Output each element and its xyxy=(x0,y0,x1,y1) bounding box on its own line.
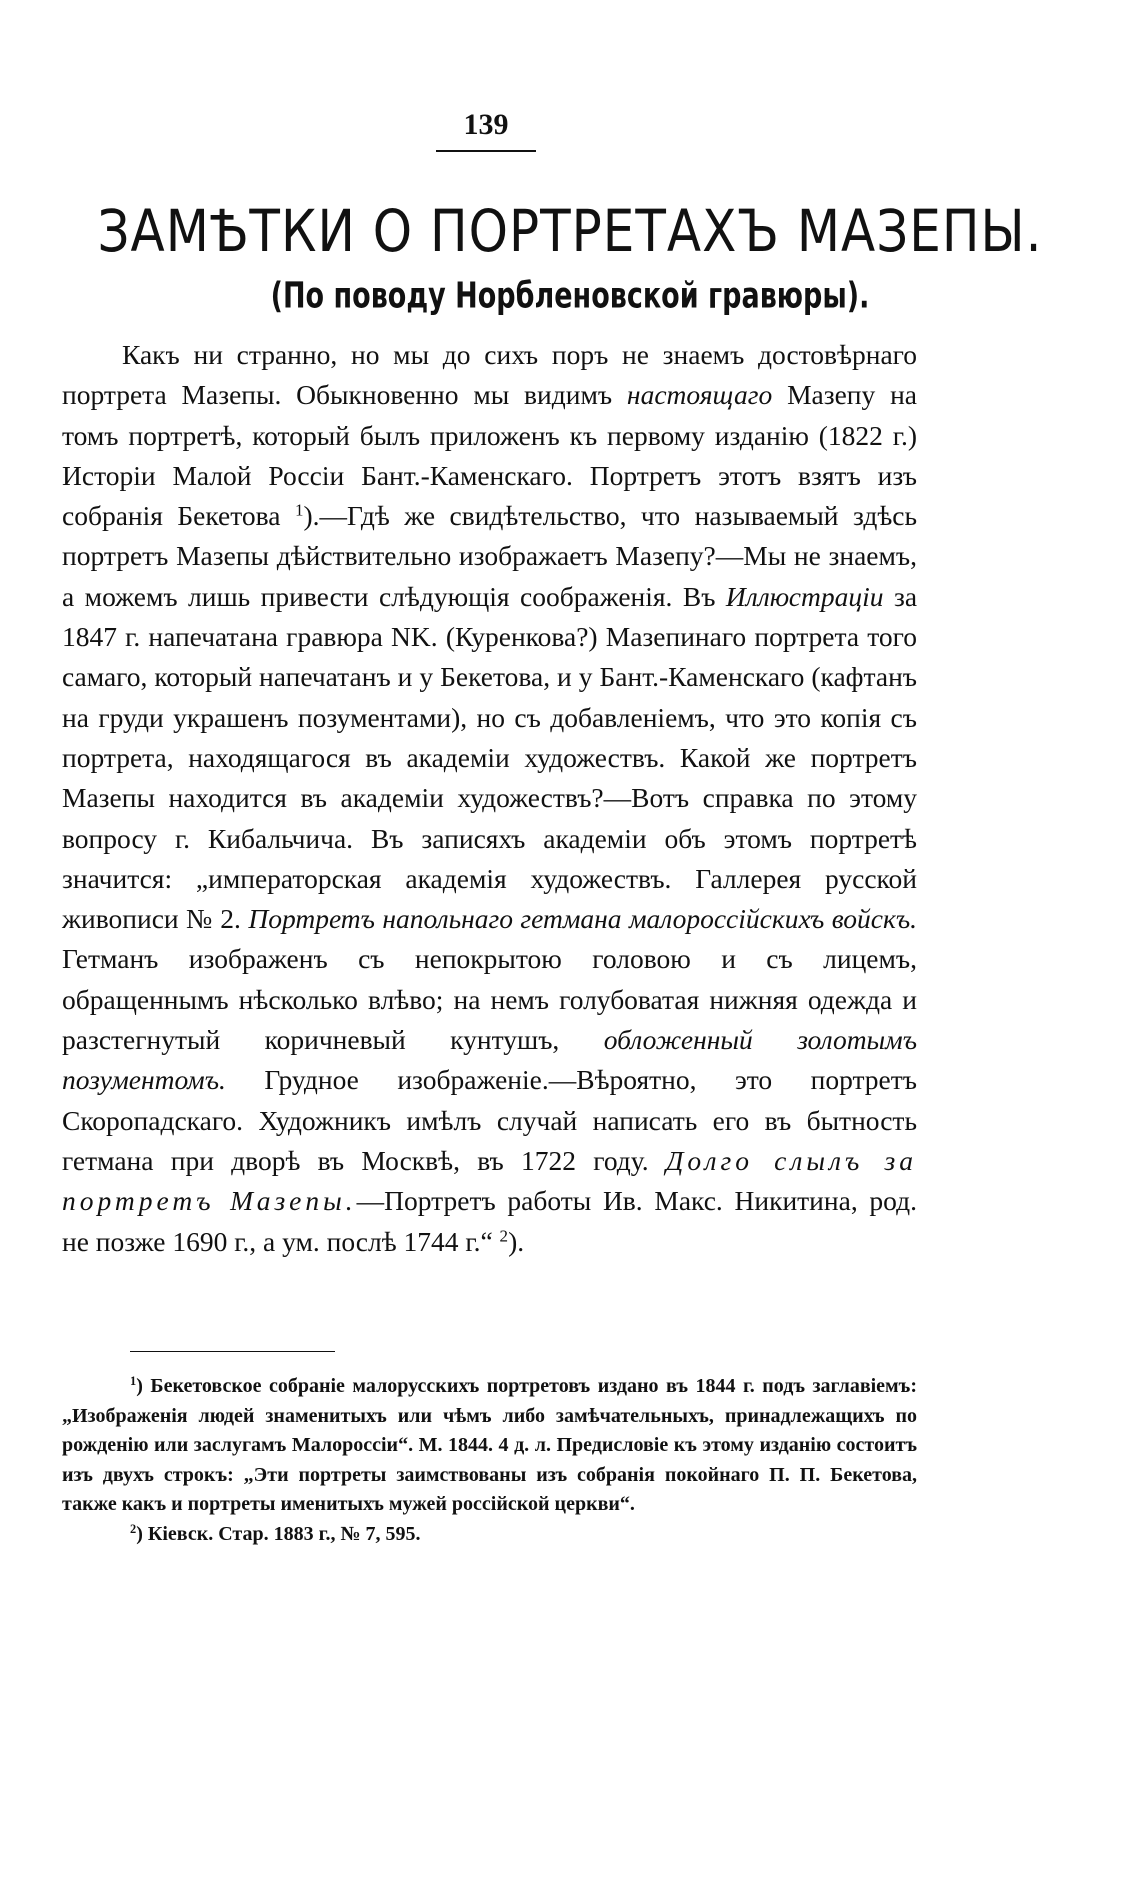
italic-run: обложенный золотымъ позументомъ. xyxy=(62,1024,918,1096)
italic-run: Иллюстраціи xyxy=(725,580,884,612)
text-run: Грудное изображеніе.—Вѣроятно, это портретъ Скоропадскаго. Художникъ имѣлъ случай написать его въ бытность гетмана при дворѣ въ Москвѣ, въ 1722 году. xyxy=(62,1064,917,1176)
italic-run: Портретъ напольнаго гетмана малороссійскихъ войскъ. xyxy=(248,903,917,935)
text-run: ).—Гдѣ же свидѣтельство, что называемый здѣсь портретъ Мазепы дѣйствительно изображаетъ Мазепу?—Мы не знаемъ, а можемъ лишь привести слѣдующія соображенія. Въ xyxy=(62,500,918,612)
text-run: Мазепу на томъ портретѣ, который былъ приложенъ къ первому изданію (1822 г.) Исторіи Малой Россіи Бант.-Каменскаго. Портретъ этотъ взятъ изъ собранія Бекетова xyxy=(62,379,917,532)
footnotes xyxy=(62,1372,917,1549)
page-number: 139 xyxy=(463,108,509,141)
footnote-ref-2[interactable]: 2 xyxy=(499,1226,509,1246)
article-subtitle: (По поводу Норбленовской гравюры). xyxy=(270,275,870,317)
text-run: Какъ ни странно, но мы до сихъ поръ не знаемъ достовѣрнаго портрета Мазепы. Обыкновенно мы видимъ xyxy=(62,339,917,411)
text-run: —Портретъ работы Ив. Макс. Никитина, род. не позже 1690 г., а ум. послѣ 1744 г.“ xyxy=(62,1185,917,1257)
article-body xyxy=(62,335,917,1262)
footnote-separator xyxy=(130,1351,335,1352)
footnote-ref-1[interactable]: 1 xyxy=(294,500,304,520)
text-run: Гетманъ изображенъ съ непокрытою головою и съ лицемъ, обращеннымъ нѣсколько влѣво; на немъ голубоватая нижняя одежда и разстегнутый коричневый кунтушъ, xyxy=(62,943,917,1056)
footnote-text: ) Кіевск. Стар. 1883 г., № 7, 595. xyxy=(136,1522,421,1545)
page-number-underline xyxy=(436,150,536,152)
footnote-marker: 2 xyxy=(130,1521,137,1536)
footnote-2 xyxy=(62,1520,917,1550)
footnote-marker: 1 xyxy=(130,1374,137,1389)
footnote-text: ) Бекетовское собраніе малорусскихъ портретовъ издано въ 1844 г. подъ заглавіемъ: „Изображенія людей знаменитыхъ или чѣмъ либо замѣчательныхъ, принадлежащихъ по рожденію или заслугамъ Малороссіи“. М. 1844. 4 д. л. Предисловіе къ этому изданію состоитъ изъ двухъ строкъ: „Эти портреты заимствованы изъ собранія покойнаго П. П. Бекетова, также какъ и портреты именитыхъ мужей россійской церкви“. xyxy=(62,1375,917,1515)
spaced-italic-run: Долго слылъ за портретъ Мазепы. xyxy=(62,1144,917,1217)
italic-run: настоящаго xyxy=(626,379,773,411)
text-run: ). xyxy=(508,1225,525,1257)
text-run: за 1847 г. напечатана гравюра NK. (Куренкова?) Мазепинаго портрета того самаго, который напечатанъ и у Бекетова, и у Бант.-Каменскаго (кафтанъ на груди украшенъ позументами), но съ добавленіемъ, что это копія съ портрета, находящагося въ академіи художествъ. Какой же портретъ Мазепы находится въ академіи художествъ?—Вотъ справка по этому вопросу г. Кибальчича. Въ записяхъ академіи объ этомъ портретѣ значится: „императорская академія художествъ. Галлерея русской живописи № 2. xyxy=(62,580,918,935)
footnote-1 xyxy=(62,1372,917,1520)
article-title: ЗАМѢТКИ О ПОРТРЕТАХЪ МАЗЕПЫ. xyxy=(97,198,1043,265)
